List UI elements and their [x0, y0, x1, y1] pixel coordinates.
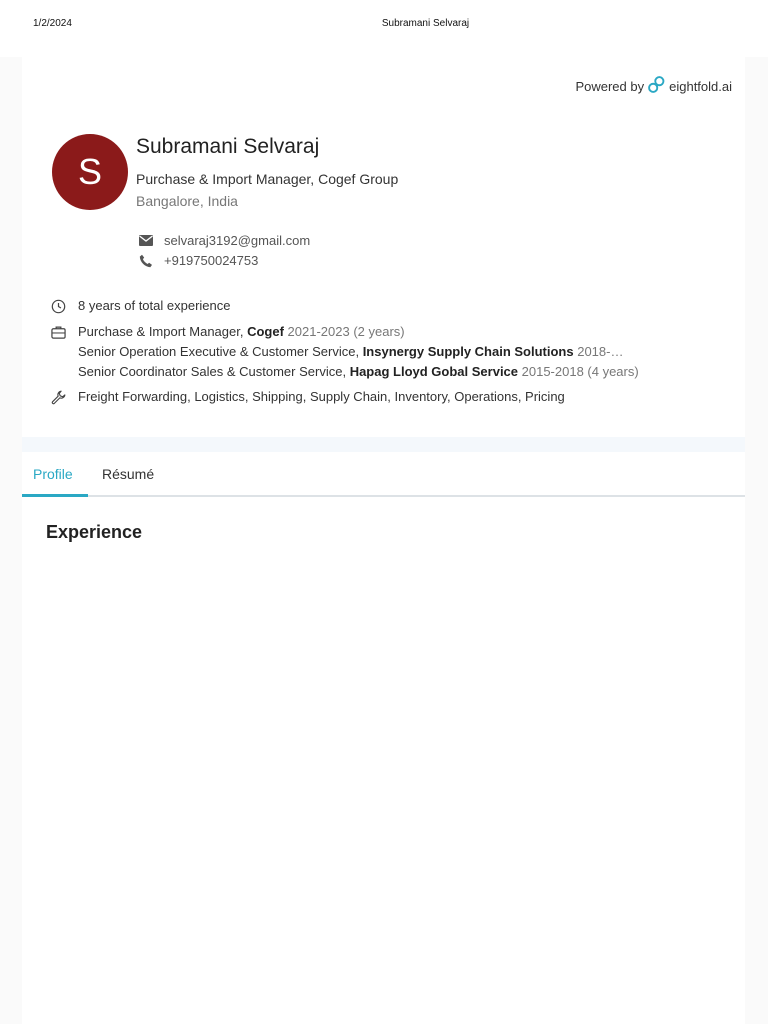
- print-header: [0, 0, 768, 57]
- avatar: [52, 134, 128, 210]
- position-dates: 2018-…: [573, 344, 624, 359]
- position-row: [78, 344, 623, 359]
- powered-by-brand: eightfold.ai: [669, 78, 732, 94]
- section-divider: [22, 437, 745, 452]
- position-company: Insynergy Supply Chain Solutions: [362, 344, 574, 359]
- email-text: selvaraj3192@gmail.com: [164, 233, 311, 248]
- print-title: Subramani Selvaraj: [381, 18, 470, 29]
- position-company: Hapag Lloyd Gobal Service: [349, 364, 519, 379]
- position-role: Senior Coordinator Sales & Customer Service,: [78, 364, 350, 379]
- position-role: Purchase & Import Manager,: [78, 324, 248, 339]
- experience-summary: 8 years of total experience: [78, 298, 231, 313]
- skills-list: Freight Forwarding, Logistics, Shipping, Supply Chain, Inventory, Operations, Pricing: [78, 389, 565, 404]
- position-company: Cogef: [247, 324, 284, 339]
- candidate-location: Bangalore, India: [136, 193, 238, 209]
- position-dates: 2021-2023: [283, 324, 350, 339]
- position-duration: (4 years): [583, 364, 639, 379]
- phone-text: +919750024753: [164, 253, 259, 268]
- profile-card: [22, 57, 745, 1024]
- tab-resume[interactable]: Résumé: [102, 466, 155, 482]
- active-tab-indicator: [22, 494, 88, 497]
- candidate-name: Subramani Selvaraj: [136, 135, 320, 158]
- avatar-initial: S: [77, 151, 102, 192]
- position-duration: (2 years): [349, 324, 405, 339]
- position-row: [78, 364, 639, 379]
- candidate-title: Purchase & Import Manager, Cogef Group: [136, 171, 399, 187]
- experience-heading: Experience: [46, 522, 143, 542]
- position-dates: 2015-2018: [518, 364, 584, 379]
- powered-by-label: Powered by: [575, 78, 645, 94]
- print-date: 1/2/2024: [33, 18, 72, 29]
- briefcase-icon: [50, 324, 66, 340]
- tab-profile[interactable]: Profile: [33, 466, 73, 482]
- profile-tabs: [22, 452, 745, 497]
- powered-by[interactable]: [575, 75, 732, 97]
- email-contact[interactable]: [138, 233, 310, 248]
- phone-icon: [138, 254, 154, 268]
- wrench-icon: [50, 389, 66, 405]
- position-row: [78, 324, 405, 339]
- eightfold-logo-icon: [647, 75, 666, 97]
- phone-contact[interactable]: [138, 253, 258, 268]
- envelope-icon: [138, 234, 154, 248]
- position-role: Senior Operation Executive & Customer Service,: [78, 344, 363, 359]
- clock-icon: [50, 298, 66, 314]
